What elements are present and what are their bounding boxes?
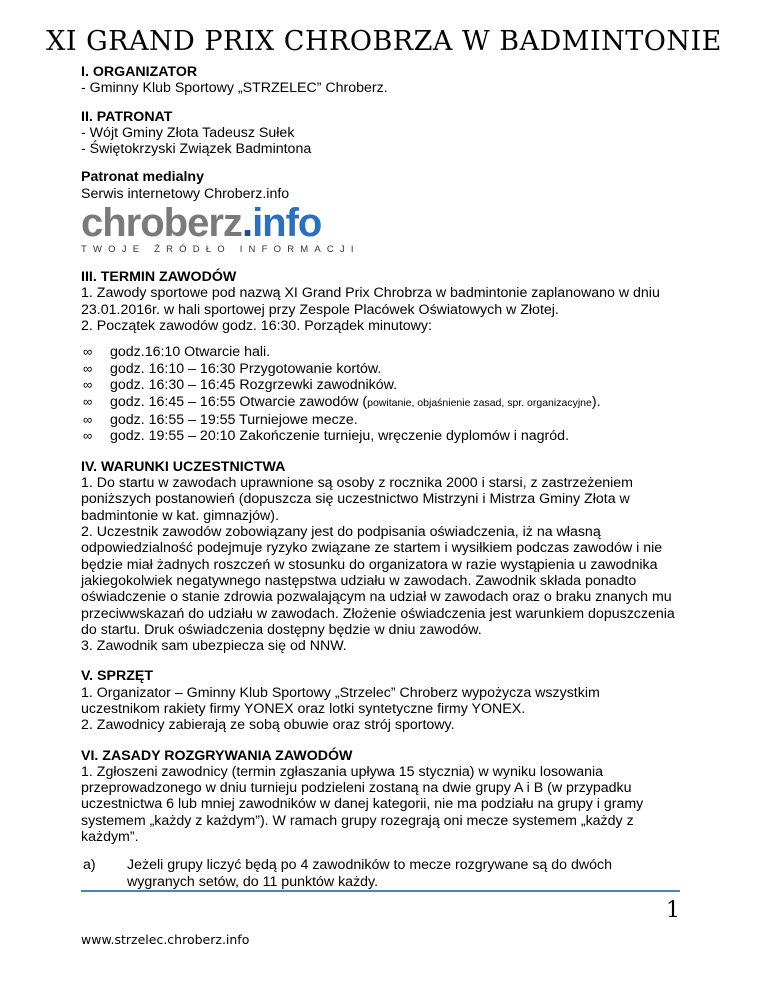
paragraph: Jeżeli grupy liczyć będą po 4 zawodników to mecze rozgrywane są do dwóch wygranych setów, do 11 punktów każdy.	[127, 857, 612, 890]
section-line: - Świętokrzyski Związek Badmintona	[81, 141, 312, 158]
section-organizator	[81, 64, 681, 97]
section-heading: III. TERMIN ZAWODÓW	[81, 269, 237, 286]
page-title: XI GRAND PRIX CHROBRZA W BADMINTONIE	[46, 26, 722, 57]
section-line: - Gminny Klub Sportowy „STRZELEC” Chroberz.	[81, 80, 388, 97]
media-line: Serwis internetowy Chroberz.info	[81, 185, 290, 202]
section-sprzet	[81, 668, 681, 733]
section-warunki	[81, 459, 681, 655]
media-heading: Patronat medialny	[81, 169, 204, 186]
schedule-list	[81, 344, 681, 445]
list-item: ∞ godz.16:10 Otwarcie hali.	[83, 344, 271, 361]
sub-item-a	[81, 857, 681, 890]
section-zasady	[81, 748, 681, 890]
section-heading: V. SPRZĘT	[81, 668, 154, 685]
list-item: ∞ godz. 16:45 – 16:55 Otwarcie zawodów (powitanie, objaśnienie zasad, spr. organizacyjne).	[83, 394, 601, 411]
section-line: - Wójt Gminy Złota Tadeusz Sułek	[81, 124, 295, 141]
bullet-icon: ∞	[83, 428, 93, 444]
bullet-icon: ∞	[83, 344, 93, 360]
section-termin	[81, 269, 681, 445]
page-number: 1	[666, 898, 680, 923]
paragraph: 3. Zawodnik sam ubezpiecza się od NNW.	[81, 638, 347, 655]
logo-word-info: info	[252, 201, 322, 246]
section-media-patron	[81, 169, 681, 255]
document-body	[81, 64, 681, 902]
section-heading: II. PATRONAT	[81, 108, 173, 125]
paragraph: 2. Zawodnicy zabierają ze sobą obuwie oraz strój sportowy.	[81, 717, 455, 734]
logo-word-chroberz: chroberz	[81, 201, 242, 246]
logo-tagline: TWOJE ŹRÓDŁO INFORMACJI	[81, 244, 360, 256]
list-item: ∞ godz. 16:30 – 16:45 Rozgrzewki zawodników.	[83, 377, 398, 394]
list-item: ∞ godz. 19:55 – 20:10 Zakończenie turnieju, wręczenie dyplomów i nagród.	[83, 428, 570, 445]
bullet-icon: ∞	[83, 360, 93, 376]
footer-website: www.strzelec.chroberz.info	[81, 932, 250, 947]
bullet-icon: ∞	[83, 377, 93, 393]
list-marker: a)	[83, 857, 96, 874]
section-heading: I. ORGANIZATOR	[81, 64, 198, 80]
list-item: ∞ godz. 16:55 – 19:55 Turniejowe mecze.	[83, 411, 358, 428]
logo-dot: .	[241, 201, 253, 246]
section-patronat	[81, 109, 681, 158]
paragraph: 1. Zawody sportowe pod nazwą XI Grand Prix Chrobrza w badmintonie zaplanowano w dniu 23.01.2016r. w hali sportowej przy Zespole Placówek Oświatowych w Złotej.	[81, 285, 660, 318]
paragraph: 2. Początek zawodów godz. 16:30. Porządek minutowy:	[81, 317, 432, 334]
bullet-icon: ∞	[83, 394, 93, 410]
list-item: ∞ godz. 16:10 – 16:30 Przygotowanie kortów.	[83, 360, 382, 377]
paragraph: 1. Zgłoszeni zawodnicy (termin zgłaszania upływa 15 stycznia) w wyniku losowania przeprowadzonego w dniu turnieju podzieleni zostaną na dwie grupy A i B (w przypadku uczestnictwa 6 lub mniej zawodników w danej kategorii, nie ma podziału na grupy i gramy systemem „każdy z każdym”). W ramach grupy rozegrają oni mecze systemem „każdy z każdym”.	[81, 763, 644, 846]
footer-divider	[81, 890, 680, 892]
paragraph: 2. Uczestnik zawodów zobowiązany jest do podpisania oświadczenia, iż na własną odpowiedzialność podejmuje ryzyko związane ze startem i wysiłkiem podczas zawodów i nie będzie miał żadnych roszczeń w stosunku do organizatora w razie wystąpienia u zawodnika jakiegokolwiek negatywnego następstwa udziału w zawodach. Zawodnik składa ponadto oświadczenie o stanie zdrowia pozwalającym na udział w zawodach oraz o braku znanych mu przeciwwskazań do udziału w zawodach. Złożenie oświadczenia jest warunkiem dopuszczenia do startu. Druk oświadczenia dostępny będzie w dniu zawodów.	[81, 524, 675, 638]
small-note: powitanie, objaśnienie zasad, spr. organizacyjne	[367, 397, 592, 410]
section-heading: IV. WARUNKI UCZESTNICTWA	[81, 458, 286, 475]
chroberz-info-logo	[81, 203, 681, 255]
paragraph: 1. Do startu w zawodach uprawnione są osoby z rocznika 2000 i starsi, z zastrzeżeniem poniższych postanowień (dopuszcza się uczestnictwo Mistrzyni i Mistrza Gminy Złota w badmintonie w kat. gimnazjów).	[81, 475, 633, 524]
section-heading: VI. ZASADY ROZGRYWANIA ZAWODÓW	[81, 747, 353, 764]
paragraph: 1. Organizator – Gminny Klub Sportowy „Strzelec” Chroberz wypożycza wszystkim uczestnikom rakiety firmy YONEX oraz lotki syntetyczne firmy YONEX.	[81, 684, 600, 717]
bullet-icon: ∞	[83, 411, 93, 427]
